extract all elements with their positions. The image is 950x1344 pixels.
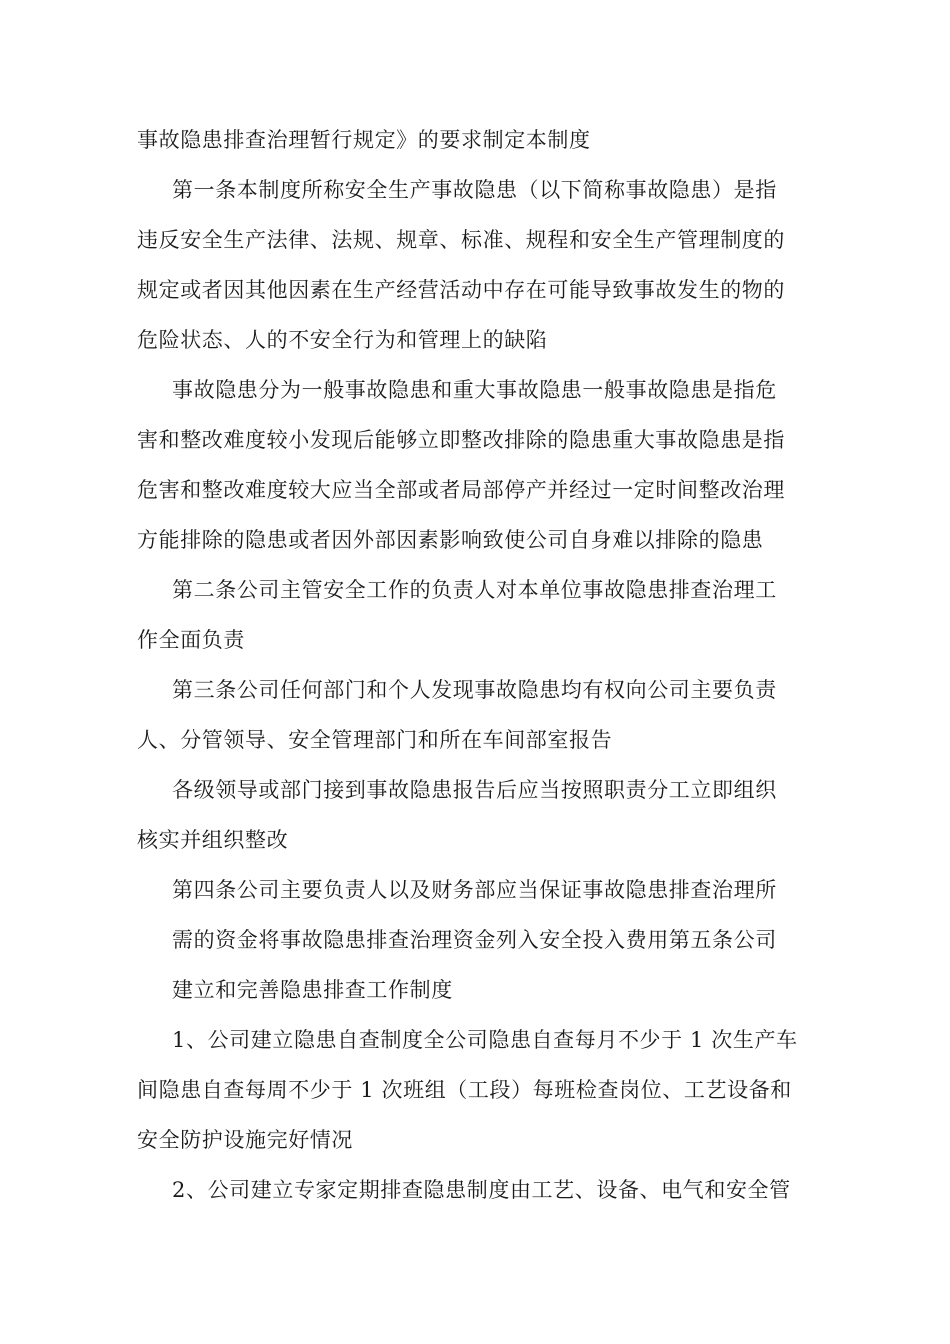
- text-line: 事故隐患排查治理暂行规定》的要求制定本制度: [137, 128, 591, 152]
- text-line: 2、公司建立专家定期排查隐患制度由工艺、设备、电气和安全管: [172, 1178, 791, 1202]
- text-line: 违反安全生产法律、法规、规章、标准、规程和安全生产管理制度的: [137, 228, 785, 252]
- text-line: 作全面负责: [137, 628, 245, 652]
- text-line: 各级领导或部门接到事故隐患报告后应当按照职责分工立即组织: [172, 778, 777, 802]
- text-line: 害和整改难度较小发现后能够立即整改排除的隐患重大事故隐患是指: [137, 428, 785, 452]
- text-line: 建立和完善隐患排查工作制度: [172, 978, 453, 1002]
- text-line: 第二条公司主管安全工作的负责人对本单位事故隐患排查治理工: [172, 578, 777, 602]
- text-line: 危害和整改难度较大应当全部或者局部停产并经过一定时间整改治理: [137, 478, 785, 502]
- text-line: 人、分管领导、安全管理部门和所在车间部室报告: [137, 728, 613, 752]
- text-line: 事故隐患分为一般事故隐患和重大事故隐患一般事故隐患是指危: [172, 378, 777, 402]
- text-line: 核实并组织整改: [137, 828, 289, 852]
- text-line: 间隐患自查每周不少于 1 次班组（工段）每班检查岗位、工艺设备和: [137, 1078, 792, 1102]
- text-line: 安全防护设施完好情况: [137, 1128, 353, 1152]
- text-line: 1、公司建立隐患自查制度全公司隐患自查每月不少于 1 次生产车: [172, 1028, 798, 1052]
- text-line: 危险状态、人的不安全行为和管理上的缺陷: [137, 328, 548, 352]
- text-line: 第四条公司主要负责人以及财务部应当保证事故隐患排查治理所: [172, 878, 777, 902]
- text-line: 方能排除的隐患或者因外部因素影响致使公司自身难以排除的隐患: [137, 528, 764, 552]
- text-line: 规定或者因其他因素在生产经营活动中存在可能导致事故发生的物的: [137, 278, 785, 302]
- text-line: 第三条公司任何部门和个人发现事故隐患均有权向公司主要负责: [172, 678, 777, 702]
- text-line: 第一条本制度所称安全生产事故隐患（以下简称事故隐患）是指: [172, 178, 777, 202]
- text-line: 需的资金将事故隐患排查治理资金列入安全投入费用第五条公司: [172, 928, 777, 952]
